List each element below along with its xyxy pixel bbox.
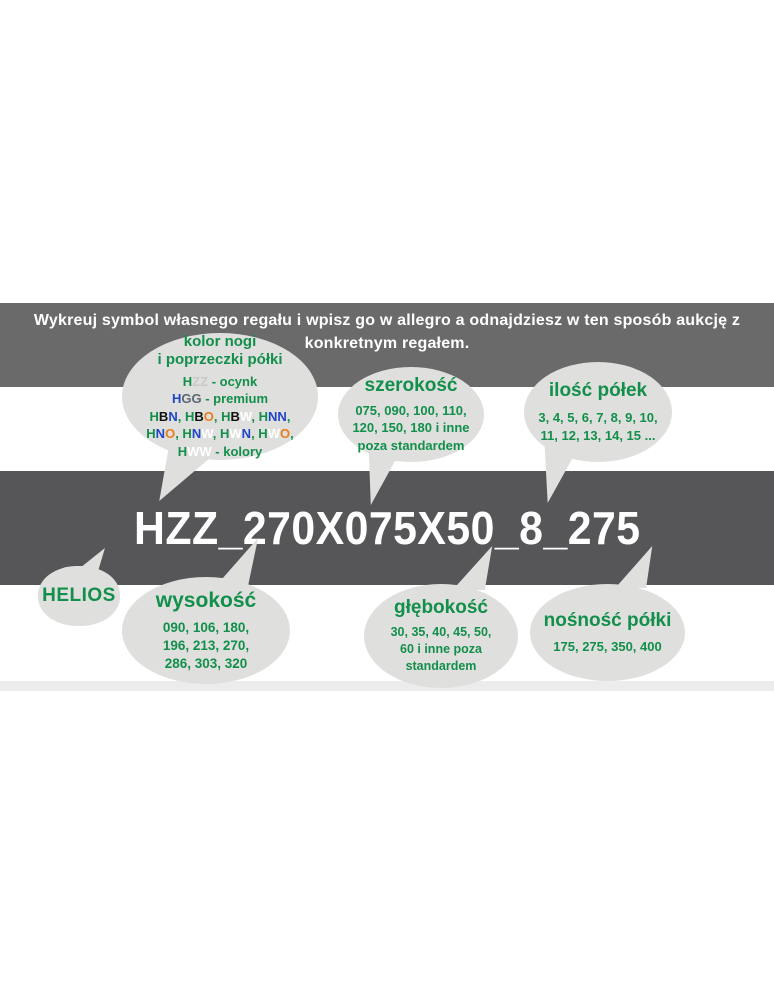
bubble-kolor — [122, 333, 318, 460]
szerokosc-line: poza standardem — [357, 437, 465, 453]
bubble-szerokosc-title: szerokość — [364, 374, 458, 396]
code-band — [0, 471, 774, 585]
bottom-strip — [0, 681, 774, 691]
wysokosc-line: 286, 303, 320 — [164, 655, 248, 671]
bubble-glebokosc-title: głębokość — [394, 597, 488, 618]
banner-text-line2: konkretnym regałem. — [304, 335, 470, 352]
glebokosc-line: standardem — [405, 659, 477, 673]
bubble-nosnosc — [530, 584, 685, 681]
bubble-ilosc — [524, 362, 672, 462]
bubble-wysokosc-title: wysokość — [155, 588, 257, 612]
ilosc-line: 11, 12, 13, 14, 15 ... — [540, 427, 656, 443]
bubble-nosnosc-title: nośność półki — [543, 609, 672, 631]
bubble-wysokosc — [122, 577, 290, 684]
kolor-code-line: HGG - premium — [171, 391, 269, 407]
kolor-code-line: HWW - kolory — [177, 443, 263, 459]
kolor-code-line: HNO, HNW, HWN, HWO, — [146, 426, 294, 442]
kolor-code-line: HZZ - ocynk — [182, 373, 258, 389]
bubble-szerokosc — [338, 367, 484, 462]
bubble-ilosc-title: ilość półek — [548, 379, 648, 401]
bubble-helios — [38, 566, 120, 626]
kolor-code-line: HBN, HBO, HBW, HNN, — [149, 408, 291, 424]
banner-text-line1: Wykreuj symbol własnego regału i wpisz go w allegro a odnajdziesz w ten sposób aukcję z — [33, 312, 741, 329]
brand-label: HELIOS — [42, 585, 116, 606]
wysokosc-line: 090, 106, 180, — [162, 619, 250, 635]
wysokosc-line: 196, 213, 270, — [162, 637, 250, 653]
szerokosc-line: 075, 090, 100, 110, — [355, 402, 467, 418]
glebokosc-line: 60 i inne poza — [400, 642, 482, 656]
product-code: HZZ_270X075X50_8_275 — [133, 502, 641, 554]
bubble-kolor-title: kolor nogi i poprzeczki półki — [157, 332, 283, 368]
szerokosc-line: 120, 150, 180 i inne — [352, 420, 470, 436]
bubble-glebokosc — [364, 584, 518, 688]
glebokosc-line: 30, 35, 40, 45, 50, — [390, 625, 492, 639]
nosnosc-line: 175, 275, 350, 400 — [553, 638, 662, 654]
ilosc-line: 3, 4, 5, 6, 7, 8, 9, 10, — [538, 409, 658, 425]
